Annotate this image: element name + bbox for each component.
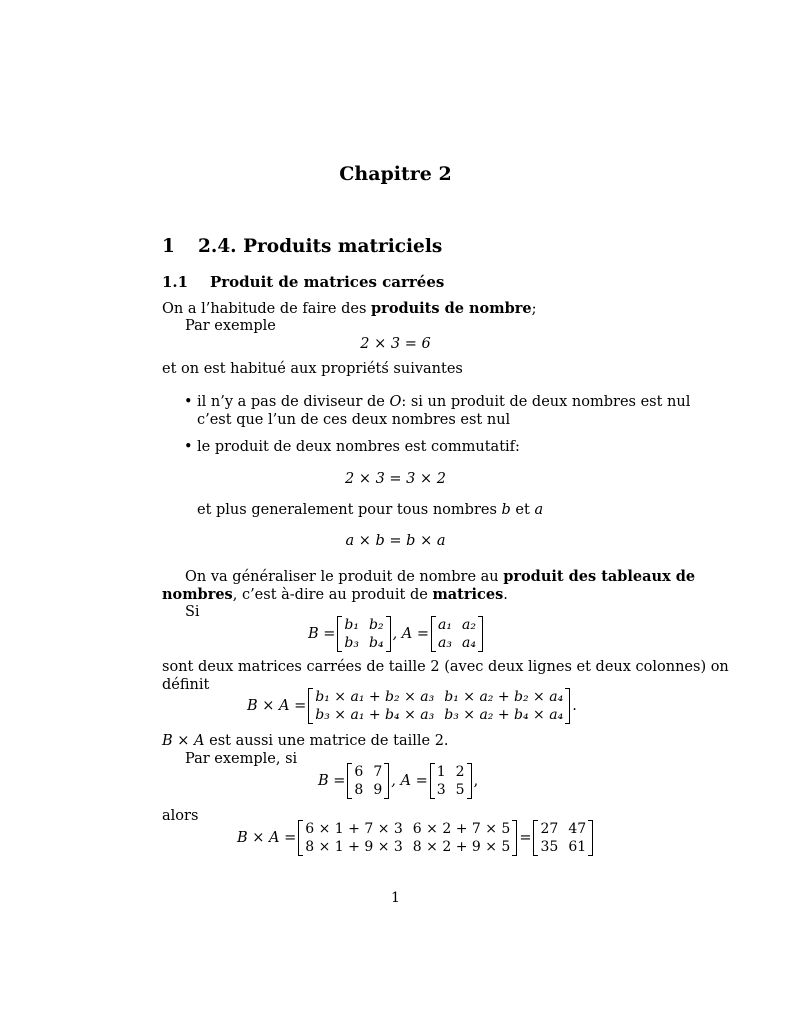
page-number: 1 xyxy=(391,890,400,906)
text: On a l’habitude de faire des xyxy=(162,301,372,317)
paragraph-size xyxy=(162,733,449,749)
math-label: B = xyxy=(318,773,346,789)
math-var: b xyxy=(501,502,511,518)
matrix-cell: a₂ xyxy=(462,617,476,633)
bullet-marker: • xyxy=(184,394,193,410)
paragraph-generalize-line-1 xyxy=(185,568,695,585)
bullet-2: le produit de deux nombres est commutatif: xyxy=(197,439,520,455)
matrix-cell: b₃ × a₁ + b₄ × a₃ xyxy=(315,707,435,723)
text: il n’y a pas de diviseur de xyxy=(197,394,390,410)
equals-sign: = xyxy=(519,830,532,846)
chapter-title: Chapitre 2 xyxy=(339,163,452,185)
paragraph-generalize-line-2 xyxy=(162,586,508,603)
matrix-cell: 2 xyxy=(455,764,465,780)
matrix-cell: 8 × 2 + 9 × 5 xyxy=(412,839,511,855)
bold-term: produit des tableaux de xyxy=(503,568,696,585)
bullet-1-line-1 xyxy=(197,394,690,410)
example-product-matrix xyxy=(298,820,517,856)
matrix-b-example xyxy=(347,763,389,799)
matrix-cell: 9 xyxy=(373,782,383,798)
matrix-cell: 8 xyxy=(354,782,364,798)
math-label: B × A = xyxy=(247,698,307,714)
text: , c’est à-dire au produit de xyxy=(232,587,433,603)
matrix-cell: 1 xyxy=(436,764,446,780)
math-label: B × A = xyxy=(237,830,297,846)
subsection-title: Produit de matrices carrées xyxy=(210,273,445,291)
section-number: 1 xyxy=(162,236,175,257)
matrix-cell: a₃ xyxy=(438,635,452,651)
matrix-cell: b₃ × a₂ + b₄ × a₄ xyxy=(444,707,564,723)
text: est aussi une matrice de taille 2. xyxy=(204,733,449,749)
text: et xyxy=(510,502,535,518)
result-matrix xyxy=(533,820,593,856)
equation-3: a × b = b × a xyxy=(345,533,446,549)
section-heading xyxy=(162,236,442,257)
subsection-number: 1.1 xyxy=(162,273,189,291)
paragraph-si: Si xyxy=(185,604,200,620)
matrix-cell: 6 xyxy=(354,764,364,780)
bold-term: matrices xyxy=(432,586,504,603)
example-matrices xyxy=(316,763,480,799)
matrix-a-example xyxy=(430,763,472,799)
paragraph-example-si: Par exemple, si xyxy=(185,751,298,767)
matrix-a xyxy=(431,616,483,652)
paragraph-square-line-1: sont deux matrices carrées de taille 2 (avec deux lignes et deux colonnes) on xyxy=(162,659,729,675)
paragraph-intro xyxy=(162,300,536,317)
punctuation: , xyxy=(473,773,479,789)
matrix-cell: 47 xyxy=(568,821,587,837)
math-label: , A = xyxy=(392,626,430,642)
example-product xyxy=(235,820,593,856)
product-definition xyxy=(245,688,579,724)
section-title: 2.4. Produits matriciels xyxy=(198,236,443,257)
text: On va généraliser le produit de nombre au xyxy=(185,569,504,585)
matrix-cell: 35 xyxy=(540,839,559,855)
matrix-cell: b₁ × a₁ + b₂ × a₃ xyxy=(315,689,435,705)
matrix-cell: 3 xyxy=(436,782,446,798)
text: : si un produit de deux nombres est nul xyxy=(401,394,691,410)
matrix-cell: a₁ xyxy=(438,617,452,633)
product-matrix xyxy=(308,688,570,724)
text: ; xyxy=(531,301,537,317)
bullet-1-line-2: c’est que l’un de ces deux nombres est nul xyxy=(197,412,511,428)
equation-2: 2 × 3 = 3 × 2 xyxy=(344,471,446,487)
text: . xyxy=(503,587,508,603)
matrix-cell: 27 xyxy=(540,821,559,837)
text: et plus generalement pour tous nombres xyxy=(197,502,502,518)
paragraph-alors: alors xyxy=(162,808,199,824)
matrix-cell: 8 × 1 + 9 × 3 xyxy=(305,839,403,855)
matrix-cell: 5 xyxy=(455,782,465,798)
matrix-cell: 7 xyxy=(373,764,383,780)
paragraph-example: Par exemple xyxy=(185,318,276,334)
matrix-cell: b₄ xyxy=(369,635,384,651)
equation-1: 2 × 3 = 6 xyxy=(360,336,431,352)
matrix-cell: b₁ × a₂ + b₂ × a₄ xyxy=(444,689,564,705)
matrix-cell: 6 × 1 + 7 × 3 xyxy=(305,821,403,837)
matrix-cell: a₄ xyxy=(462,635,476,651)
matrix-cell: b₂ xyxy=(369,617,384,633)
math-var: a xyxy=(534,502,544,518)
punctuation: . xyxy=(572,698,577,714)
math-var: O xyxy=(389,394,402,410)
matrix-cell: 6 × 2 + 7 × 5 xyxy=(412,821,511,837)
matrix-cell: b₃ xyxy=(344,635,359,651)
math-label: B = xyxy=(308,626,336,642)
paragraph-general xyxy=(197,502,543,518)
bold-term: nombres xyxy=(162,586,233,603)
bullet-marker: • xyxy=(184,439,193,455)
math-label: , A = xyxy=(391,773,428,789)
matrix-cell: b₁ xyxy=(344,617,359,633)
subsection-heading xyxy=(162,273,444,291)
paragraph-square-line-2: définit xyxy=(162,677,210,693)
paragraph-properties: et on est habitué aux propriétś suivantes xyxy=(162,361,463,377)
math-expr: B × A xyxy=(162,733,205,749)
matrix-cell: 61 xyxy=(568,839,587,855)
matrix-definition xyxy=(306,616,483,652)
matrix-b xyxy=(337,616,390,652)
bold-term: produits de nombre xyxy=(371,300,532,317)
